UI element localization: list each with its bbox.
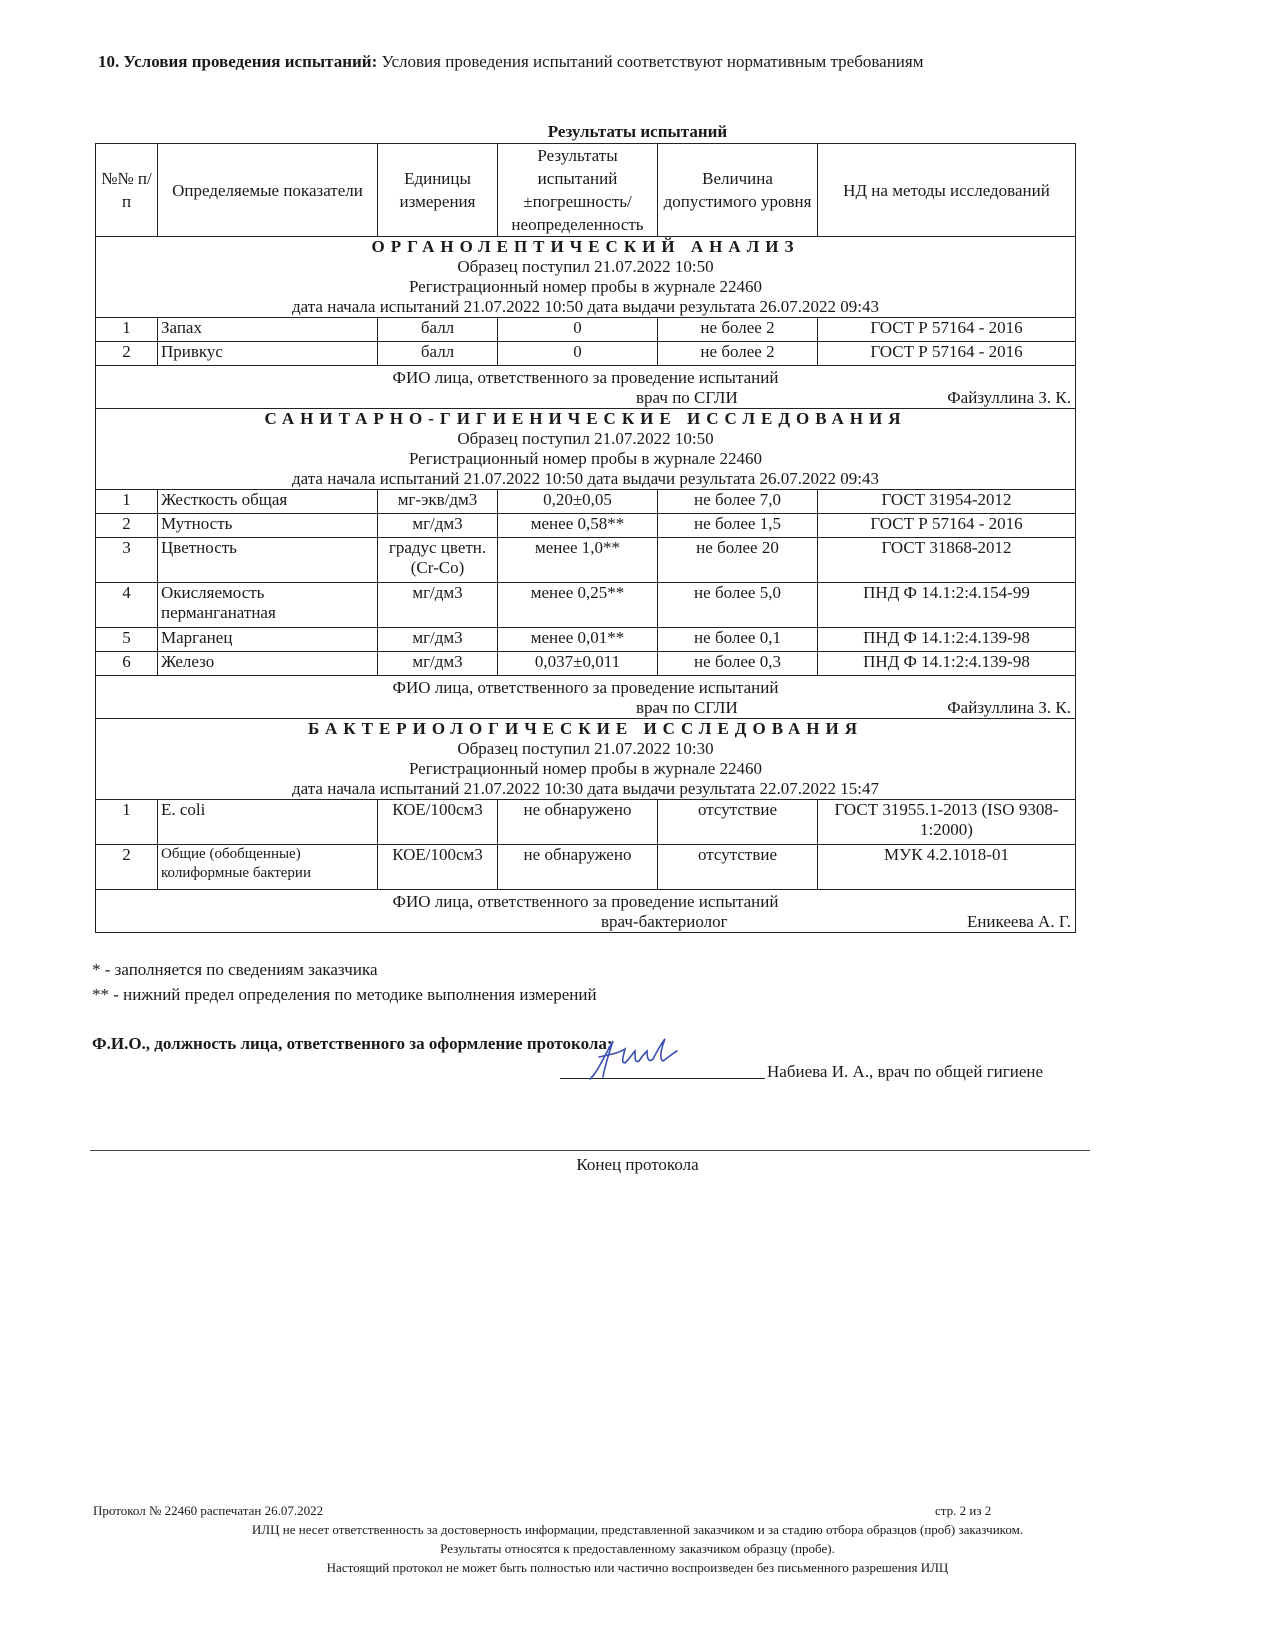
row-result: менее 0,01** xyxy=(498,628,658,652)
row-method: ГОСТ Р 57164 - 2016 xyxy=(818,318,1076,342)
test-dates: дата начала испытаний 21.07.2022 10:50 дата выдачи результата 26.07.2022 09:43 xyxy=(292,469,879,488)
row-unit: мг/дм3 xyxy=(378,652,498,676)
test-dates: дата начала испытаний 21.07.2022 10:50 дата выдачи результата 26.07.2022 09:43 xyxy=(292,297,879,316)
row-indicator: Цветность xyxy=(158,538,378,583)
row-num: 3 xyxy=(96,538,158,583)
table-row xyxy=(96,628,1076,652)
row-method: ГОСТ 31954-2012 xyxy=(818,490,1076,514)
row-unit: мг/дм3 xyxy=(378,514,498,538)
table-row xyxy=(96,800,1076,845)
row-method: МУК 4.2.1018-01 xyxy=(818,845,1076,890)
row-limit: не более 20 xyxy=(658,538,818,583)
row-indicator: Мутность xyxy=(158,514,378,538)
row-result: не обнаружено xyxy=(498,845,658,890)
row-num: 1 xyxy=(96,490,158,514)
section-header xyxy=(96,409,1076,490)
row-limit: не более 1,5 xyxy=(658,514,818,538)
responsible-position: врач по СГЛИ xyxy=(636,698,738,717)
row-indicator: E. coli xyxy=(158,800,378,845)
row-num: 1 xyxy=(96,800,158,845)
row-unit: градус цветн.(Cr-Co) xyxy=(378,538,498,583)
header-results: Результаты испытаний ±погрешность/ неопределенность xyxy=(498,144,658,237)
row-result: 0 xyxy=(498,342,658,366)
responsible-row xyxy=(96,676,1076,719)
row-num: 2 xyxy=(96,845,158,890)
signature-image xyxy=(585,1035,685,1085)
row-num: 6 xyxy=(96,652,158,676)
row-result: менее 0,25** xyxy=(498,583,658,628)
row-unit: КОЕ/100см3 xyxy=(378,845,498,890)
row-method: ГОСТ 31868-2012 xyxy=(818,538,1076,583)
header-method: НД на методы исследований xyxy=(818,144,1076,237)
row-unit: мг/дм3 xyxy=(378,628,498,652)
row-method: ГОСТ Р 57164 - 2016 xyxy=(818,342,1076,366)
row-method: ПНД Ф 14.1:2:4.139-98 xyxy=(818,652,1076,676)
footer-protocol: Протокол № 22460 распечатан 26.07.2022 xyxy=(93,1503,324,1518)
registration-number: Регистрационный номер пробы в журнале 22460 xyxy=(408,449,763,468)
row-num: 1 xyxy=(96,318,158,342)
row-num: 2 xyxy=(96,342,158,366)
section-title: САНИТАРНО-ГИГИЕНИЧЕСКИЕ ИССЛЕДОВАНИЯ xyxy=(264,409,907,428)
protocol-responsible-name: Набиева И. А., врач по общей гигиене xyxy=(767,1062,1044,1081)
row-unit: балл xyxy=(378,318,498,342)
responsible-label: ФИО лица, ответственного за проведение испытаний xyxy=(392,892,779,911)
row-indicator: Жесткость общая xyxy=(158,490,378,514)
row-result: менее 0,58** xyxy=(498,514,658,538)
responsible-row xyxy=(96,890,1076,933)
responsible-name: Файзуллина З. К. xyxy=(947,388,1071,407)
registration-number: Регистрационный номер пробы в журнале 22460 xyxy=(408,277,763,296)
test-conditions xyxy=(98,52,923,72)
responsible-position: врач-бактериолог xyxy=(601,912,728,931)
footer-line3: Настоящий протокол не может быть полностью или частично воспроизведен без письменного разрешения ИЛЦ xyxy=(326,1560,949,1575)
row-num: 4 xyxy=(96,583,158,628)
header-num: №№ п/п xyxy=(96,144,158,237)
responsible-name: Файзуллина З. К. xyxy=(947,698,1071,717)
sample-received: Образец поступил 21.07.2022 10:30 xyxy=(457,739,714,758)
registration-number: Регистрационный номер пробы в журнале 22460 xyxy=(408,759,763,778)
divider xyxy=(90,1150,1090,1151)
row-result: не обнаружено xyxy=(498,800,658,845)
row-num: 2 xyxy=(96,514,158,538)
row-unit: балл xyxy=(378,342,498,366)
table-row xyxy=(96,583,1076,628)
footer-page: стр. 2 из 2 xyxy=(935,1503,992,1518)
row-unit: мг/дм3 xyxy=(378,583,498,628)
row-limit: не более 0,1 xyxy=(658,628,818,652)
table-header-row xyxy=(96,144,1076,237)
row-num: 5 xyxy=(96,628,158,652)
row-result: 0 xyxy=(498,318,658,342)
note-star2: ** - нижний предел определения по методике выполнения измерений xyxy=(92,985,597,1004)
row-indicator: Запах xyxy=(158,318,378,342)
table-row xyxy=(96,845,1076,890)
row-limit: не более 5,0 xyxy=(658,583,818,628)
responsible-label: ФИО лица, ответственного за проведение испытаний xyxy=(392,368,779,387)
section-header xyxy=(96,719,1076,800)
row-indicator: Общие (обобщенные) колиформные бактерии xyxy=(158,845,378,890)
responsible-label: ФИО лица, ответственного за проведение испытаний xyxy=(392,678,779,697)
end-of-protocol: Конец протокола xyxy=(576,1155,699,1174)
row-limit: не более 2 xyxy=(658,318,818,342)
table-row xyxy=(96,490,1076,514)
section-title: БАКТЕРИОЛОГИЧЕСКИЕ ИССЛЕДОВАНИЯ xyxy=(308,719,863,738)
row-method: ГОСТ Р 57164 - 2016 xyxy=(818,514,1076,538)
test-dates: дата начала испытаний 21.07.2022 10:30 дата выдачи результата 22.07.2022 15:47 xyxy=(292,779,879,798)
row-result: 0,20±0,05 xyxy=(498,490,658,514)
row-result: 0,037±0,011 xyxy=(498,652,658,676)
test-conditions-text: Условия проведения испытаний соответствуют нормативным требованиям xyxy=(381,52,924,71)
row-indicator: Привкус xyxy=(158,342,378,366)
footer-line2: Результаты относятся к предоставленному заказчиком образцу (пробе). xyxy=(440,1541,835,1556)
row-limit: не более 2 xyxy=(658,342,818,366)
table-row xyxy=(96,318,1076,342)
responsible-name: Еникеева А. Г. xyxy=(966,912,1071,931)
header-limit: Величина допустимого уровня xyxy=(658,144,818,237)
note-star1: * - заполняется по сведениям заказчика xyxy=(92,960,378,979)
row-limit: отсутствие xyxy=(658,800,818,845)
row-limit: не более 0,3 xyxy=(658,652,818,676)
table-row xyxy=(96,514,1076,538)
responsible-position: врач по СГЛИ xyxy=(636,388,738,407)
row-method: ПНД Ф 14.1:2:4.139-98 xyxy=(818,628,1076,652)
row-indicator: Марганец xyxy=(158,628,378,652)
header-units: Единицы измерения xyxy=(378,144,498,237)
section-title: ОРГАНОЛЕПТИЧЕСКИЙ АНАЛИЗ xyxy=(371,237,800,256)
table-row xyxy=(96,538,1076,583)
row-limit: не более 7,0 xyxy=(658,490,818,514)
sample-received: Образец поступил 21.07.2022 10:50 xyxy=(457,257,714,276)
table-row xyxy=(96,652,1076,676)
row-indicator: Железо xyxy=(158,652,378,676)
responsible-row xyxy=(96,366,1076,409)
sample-received: Образец поступил 21.07.2022 10:50 xyxy=(457,429,714,448)
row-indicator: Окисляемость перманганатная xyxy=(158,583,378,628)
footer-line1: ИЛЦ не несет ответственность за достоверность информации, представленной заказчиком и за стадию отбора образцов (проб) заказчиком. xyxy=(251,1522,1024,1537)
table-row xyxy=(96,342,1076,366)
row-unit: КОЕ/100см3 xyxy=(378,800,498,845)
row-limit: отсутствие xyxy=(658,845,818,890)
results-table xyxy=(95,143,1076,933)
test-conditions-label: 10. Условия проведения испытаний: xyxy=(98,52,378,71)
row-result: менее 1,0** xyxy=(498,538,658,583)
section-header xyxy=(96,237,1076,318)
row-method: ПНД Ф 14.1:2:4.154-99 xyxy=(818,583,1076,628)
header-indicator: Определяемые показатели xyxy=(158,144,378,237)
results-title: Результаты испытаний xyxy=(547,122,728,141)
row-unit: мг-экв/дм3 xyxy=(378,490,498,514)
row-method: ГОСТ 31955.1-2013 (ISO 9308-1:2000) xyxy=(818,800,1076,845)
protocol-responsible-label: Ф.И.О., должность лица, ответственного за оформление протокола: xyxy=(92,1034,613,1053)
